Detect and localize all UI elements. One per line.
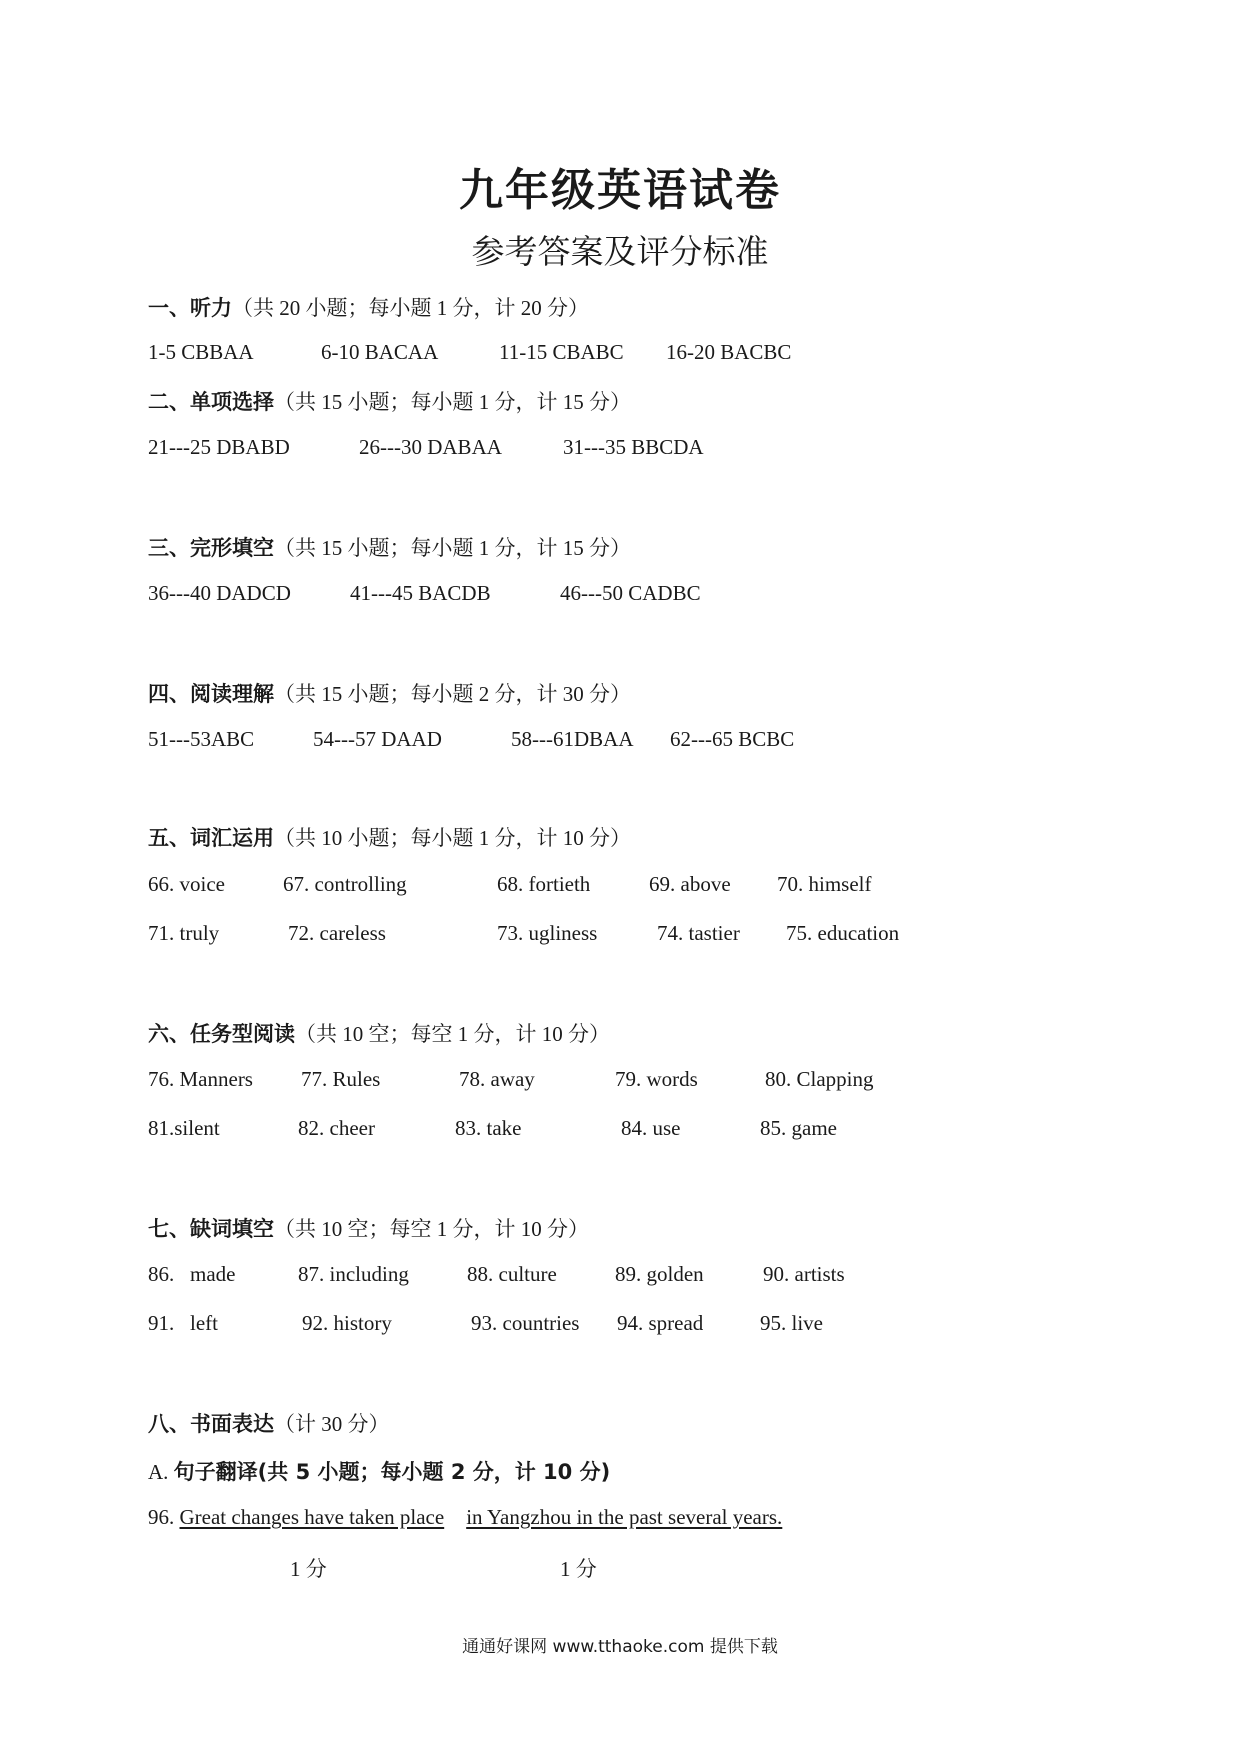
answer-item: 11-15 CBABC xyxy=(499,340,624,364)
section-note: （共 15 小题；每小题 1 分，计 15 分） xyxy=(274,536,631,560)
section-heading xyxy=(148,1213,589,1243)
answer-item: 72. careless xyxy=(288,921,386,945)
section-note: （共 15 小题；每小题 2 分，计 30 分） xyxy=(274,682,631,706)
answer-item: 85. game xyxy=(760,1116,837,1140)
answer-item: 92. history xyxy=(302,1311,392,1335)
answer-item: 71. truly xyxy=(148,921,220,945)
answer-item: 36---40 DADCD xyxy=(148,581,291,605)
q96-part1: Great changes have taken place xyxy=(179,1505,445,1529)
section-note: （共 15 小题；每小题 1 分，计 15 分） xyxy=(274,390,631,414)
answer-item: 68. fortieth xyxy=(497,872,591,896)
answer-item: 81.silent xyxy=(148,1116,220,1140)
section-label: 八、书面表达 xyxy=(148,1412,274,1436)
answer-item: 46---50 CADBC xyxy=(560,581,701,605)
answer-item: 89. golden xyxy=(615,1262,704,1286)
section-label: 三、完形填空 xyxy=(148,536,274,560)
answer-item: 73. ugliness xyxy=(497,921,598,945)
section-label: 七、缺词填空 xyxy=(148,1217,274,1241)
answer-item: 79. words xyxy=(615,1067,698,1091)
section-label: 二、单项选择 xyxy=(148,390,274,414)
answer-item: 95. live xyxy=(760,1311,823,1335)
answer-item: 77. Rules xyxy=(301,1067,381,1091)
answer-item: 21---25 DBABD xyxy=(148,435,290,459)
part-a-prefix: A. xyxy=(148,1460,174,1484)
page-title: 九年级英语试卷 xyxy=(459,165,781,216)
answer-item: 80. Clapping xyxy=(765,1067,874,1091)
answer-item: 90. artists xyxy=(763,1262,845,1286)
answer-item: 16-20 BACBC xyxy=(666,340,792,364)
section-label: 四、阅读理解 xyxy=(148,682,274,706)
section-label: 五、词汇运用 xyxy=(148,826,274,850)
section-heading xyxy=(148,678,631,708)
section-heading xyxy=(148,1408,390,1438)
answer-item: 69. above xyxy=(649,872,731,896)
answer-item: 82. cheer xyxy=(298,1116,375,1140)
q96-score-2: 1 分 xyxy=(560,1557,597,1581)
answer-item: 6-10 BACAA xyxy=(321,340,439,364)
answer-item: 83. take xyxy=(455,1116,522,1140)
section-label: 六、任务型阅读 xyxy=(148,1022,295,1046)
page-subtitle: 参考答案及评分标准 xyxy=(471,232,769,271)
q96-score-1: 1 分 xyxy=(290,1557,327,1581)
answer-item: 78. away xyxy=(459,1067,535,1091)
part-a-heading xyxy=(148,1456,610,1486)
section-note: （共 10 小题；每小题 1 分，计 10 分） xyxy=(274,826,631,850)
answer-item: 51---53ABC xyxy=(148,727,255,751)
answer-item: 70. himself xyxy=(777,872,872,896)
answer-item: 91. left xyxy=(148,1311,218,1335)
section-heading xyxy=(148,822,631,852)
answer-item: 62---65 BCBC xyxy=(670,727,795,751)
answer-item: 26---30 DABAA xyxy=(359,435,502,459)
answer-item: 93. countries xyxy=(471,1311,580,1335)
answer-item: 67. controlling xyxy=(283,872,407,896)
answer-item: 86. made xyxy=(148,1262,236,1286)
q96-part2: in Yangzhou in the past several years. xyxy=(466,1505,783,1529)
answer-item: 74. tastier xyxy=(657,921,740,945)
answer-item: 66. voice xyxy=(148,872,225,896)
answer-item: 1-5 CBBAA xyxy=(148,340,254,364)
section-heading xyxy=(148,1018,610,1048)
section-heading xyxy=(148,532,631,562)
answer-item: 54---57 DAAD xyxy=(313,727,442,751)
answer-item: 58---61DBAA xyxy=(511,727,634,751)
section-note: （共 10 空；每空 1 分，计 10 分） xyxy=(295,1022,610,1046)
section-note: （共 10 空；每空 1 分，计 10 分） xyxy=(274,1217,589,1241)
section-note: （共 20 小题；每小题 1 分，计 20 分） xyxy=(232,296,589,320)
q96-number: 96. xyxy=(148,1505,180,1529)
answer-item: 87. including xyxy=(298,1262,409,1286)
section-heading xyxy=(148,386,631,416)
answer-item: 88. culture xyxy=(467,1262,557,1286)
section-note: （计 30 分） xyxy=(274,1412,390,1436)
answer-item: 75. education xyxy=(786,921,900,945)
part-a-label: 句子翻译(共 5 小题；每小题 2 分，计 10 分) xyxy=(173,1460,611,1484)
answer-item: 84. use xyxy=(621,1116,681,1140)
answer-item: 94. spread xyxy=(617,1311,704,1335)
answer-item: 41---45 BACDB xyxy=(350,581,491,605)
section-label: 一、听力 xyxy=(148,296,232,320)
answer-item: 76. Manners xyxy=(148,1067,253,1091)
answer-item: 31---35 BBCDA xyxy=(563,435,704,459)
footer-credit: 通通好课网 www.tthaoke.com 提供下载 xyxy=(462,1637,778,1657)
section-heading xyxy=(148,292,589,322)
q96-line xyxy=(148,1505,782,1530)
